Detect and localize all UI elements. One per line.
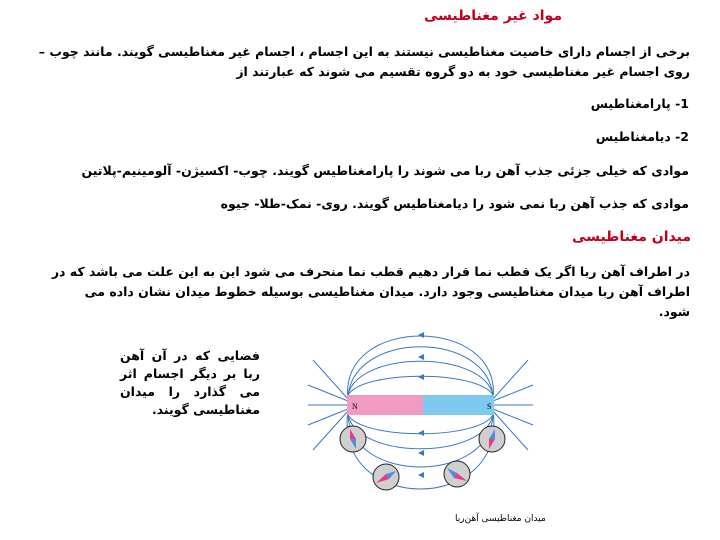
magnetic-field-title: میدان مغناطیسی (572, 229, 691, 245)
list-item-paramagnetic: 1- پارامغناطیس (590, 96, 689, 111)
compass-icon (373, 464, 399, 490)
nonmagnetic-title: مواد غیر مغناطیسی (423, 8, 562, 24)
list-item-diamagnetic: 2- دیامغناطیس (595, 129, 689, 144)
magnet-south-pole (423, 395, 494, 415)
compass-icon (479, 426, 505, 452)
paramagnetic-definition: موادی که خیلی جزئی جذب آهن ربا می شوند را پارامغناطیس گویند. چوب- اکسیژن- آلومینیم-پلاتین (81, 163, 689, 178)
north-label: N (352, 402, 358, 411)
compass-icon (444, 461, 470, 487)
figure-caption: میدان مغناطیسی آهن‌ربا (455, 514, 546, 524)
magnet-field-figure (303, 315, 546, 537)
south-label: S (487, 402, 492, 411)
magnet-north-pole (347, 395, 423, 415)
compass-icon (340, 426, 366, 452)
diamagnetic-definition: موادی که جذب آهن ربا نمی شود را دیامغناطیس گویند. روی- نمک-طلا- جیوه (220, 196, 689, 211)
nonmagnetic-paragraph: برخی از اجسام دارای خاصیت مغناطیسی نیستند به این اجسام ، اجسام غیر مغناطیسی گویند. مانند چوب –روی اجسام غیر مغناطیسی خود به دو گروه تقسیم می شوند که عبارتند از (38, 44, 690, 79)
magnetic-field-definition: فضایی که در آن آهن ربا بر دیگر اجسام اثر می گذارد را میدان مغناطیسی گویند. (120, 348, 260, 417)
magnetic-field-paragraph: در اطراف آهن ربا اگر یک قطب نما قرار دهیم قطب نما منحرف می شود این به این علت می باشد که در اطراف آهن ربا میدان مغناطیسی وجود دارد. میدان مغناطیسی بوسیله خطوط میدان نشان داده می شود. (51, 264, 690, 319)
